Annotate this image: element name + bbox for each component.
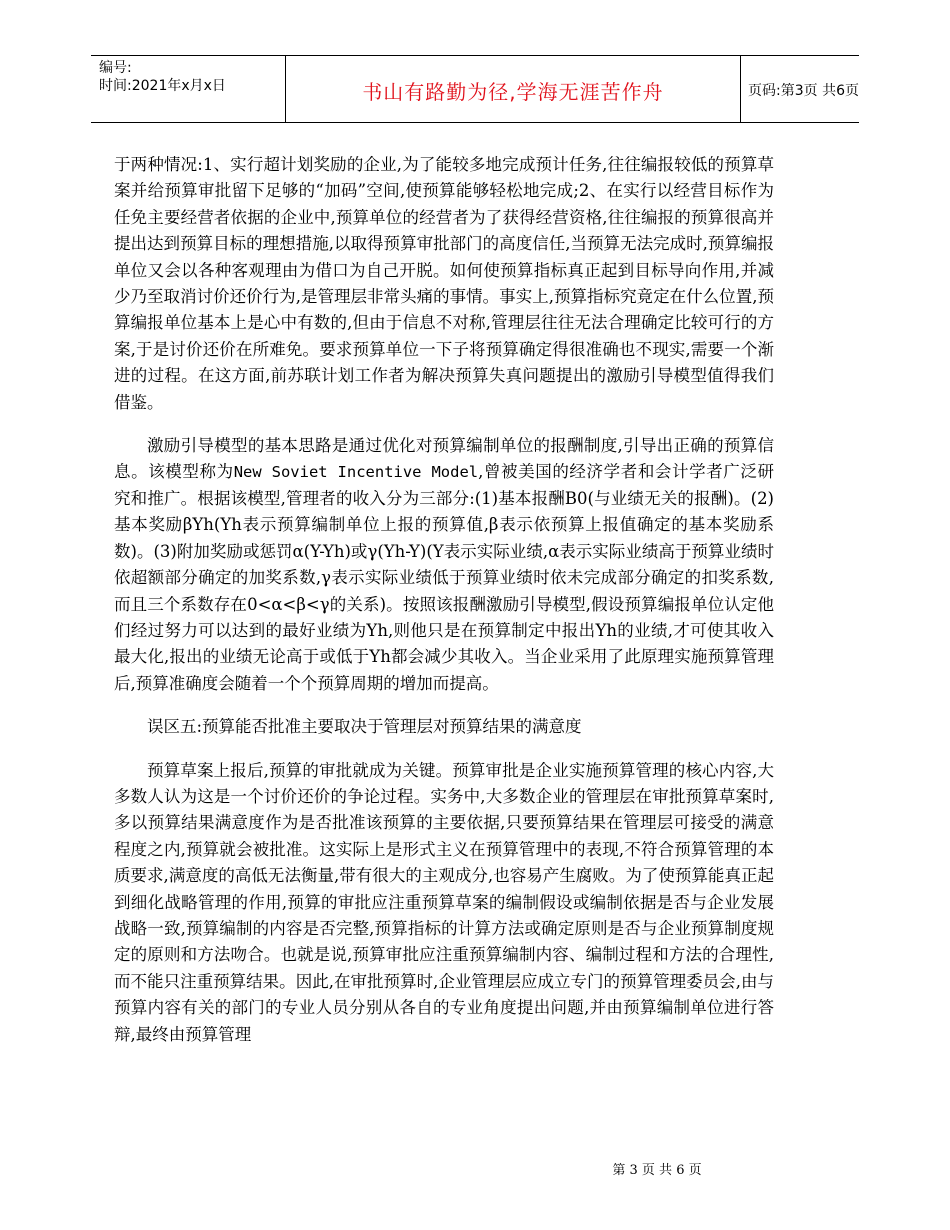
paragraph-3: 预算草案上报后,预算的审批就成为关键。预算审批是企业实施预算管理的核心内容,大多数人认为这是一个讨价还价的争论过程。实务中,大多数企业的管理层在审批预算草案时,多以预算结果满意度作为是否批准该预算的主要依据,只要预算结果在管理层可接受的满意程度之内,预算就会被批准。这实际上是形式主义在预算管理中的表现,不符合预算管理的本质要求,满意度的高低无法衡量,带有很大的主观成分,也容易产生腐败。为了使预算能真正起到细化战略管理的作用,预算的审批应注重预算草案的编制假设或编制依据是否与企业发展战略一致,预算编制的内容是否完整,预算指标的计算方法或确定原则是否与企业预算制度规定的原则和方法吻合。也就是说,预算审批应注重预算编制内容、编制过程和方法的合理性,而不能只注重预算结果。因此,在审批预算时,企业管理层应成立专门的预算管理委员会,由与预算内容有关的部门的专业人员分别从各自的专业角度提出问题,并由预算编制单位进行答辩,最终由预算管理 (114, 760, 774, 1044)
model-name: New Soviet Incentive Model (233, 463, 479, 482)
header-motto: 书山有路勤为径,学海无涯苦作舟 (362, 80, 664, 104)
paragraph-gap (114, 741, 774, 758)
header-meta-cell (91, 56, 285, 122)
paragraph-2-part-a: 激励引导模型的基本思路是通过优化对预算编制单位的报酬制度,引导出正确的预算信息。该模型称为 (114, 436, 774, 482)
document-body (114, 152, 774, 1048)
paragraph-2 (114, 433, 774, 697)
header-page-cell (740, 56, 859, 122)
page-footer (0, 1159, 950, 1178)
header-page-info: 页码:第3页 共6页 (748, 83, 859, 99)
page-header (91, 55, 859, 123)
header-motto-cell (285, 56, 741, 122)
document-time-label: 时间:2021年x月x日 (99, 78, 226, 94)
paragraph-1: 于两种情况:1、实行超计划奖励的企业,为了能较多地完成预计任务,往往编报较低的预算草案并给预算审批留下足够的“加码”空间,使预算能够轻松地完成;2、在实行以经营目标作为任免主要经营者依据的企业中,预算单位的经营者为了获得经营资格,往往编报的预算很高并提出达到预算目标的理想措施,以取得预算审批部门的高度信任,当预算无法完成时,预算编报单位又会以各种客观理由为借口为自己开脱。如何使预算指标真正起到目标导向作用,并减少乃至取消讨价还价行为,是管理层非常头痛的事情。事实上,预算指标究竟定在什么位置,预算编报单位基本上是心中有数的,但由于信息不对称,管理层往往无法合理确定比较可行的方案,于是讨价还价在所难免。要求预算单位一下子将预算确定得很准确也不现实,需要一个渐进的过程。在这方面,前苏联计划工作者为解决预算失真问题提出的激励引导模型值得我们借鉴。 (114, 155, 774, 412)
paragraph-2-part-b: ,曾被美国的经济学者和会计学者广泛研究和推广。根据该模型,管理者的收入分为三部分:(1)基本报酬B0(与业绩无关的报酬)。(2)基本奖励βYh(Yh表示预算编制单位上报的预算值,β表示依预算上报值确定的基本奖励系数)。(3)附加奖励或惩罚α(Y-Yh)或γ(Yh-Y)(Y表示实际业绩,α表示实际业绩高于预算业绩时依超额部分确定的加奖系数,γ表示实际业绩低于预算业绩时依未完成部分确定的扣奖系数,而且三个系数存在0<α<β<γ的关系)。按照该报酬激励引导模型,假设预算编报单位认定他们经过努力可以达到的最好业绩为Yh,则他只是在预算制定中报出Yh的业绩,才可使其收入最大化,报出的业绩无论高于或低于Yh都会减少其收入。当企业采用了此原理实施预算管理后,预算准确度会随着一个个预算周期的增加而提高。 (114, 462, 774, 693)
paragraph-gap (114, 697, 774, 714)
paragraph-gap (114, 416, 774, 433)
footer-page-number: 第 3 页 共 6 页 (612, 1163, 702, 1178)
section-heading: 误区五:预算能否批准主要取决于管理层对预算结果的满意度 (147, 717, 582, 737)
document-number-label: 编号: (99, 60, 132, 76)
